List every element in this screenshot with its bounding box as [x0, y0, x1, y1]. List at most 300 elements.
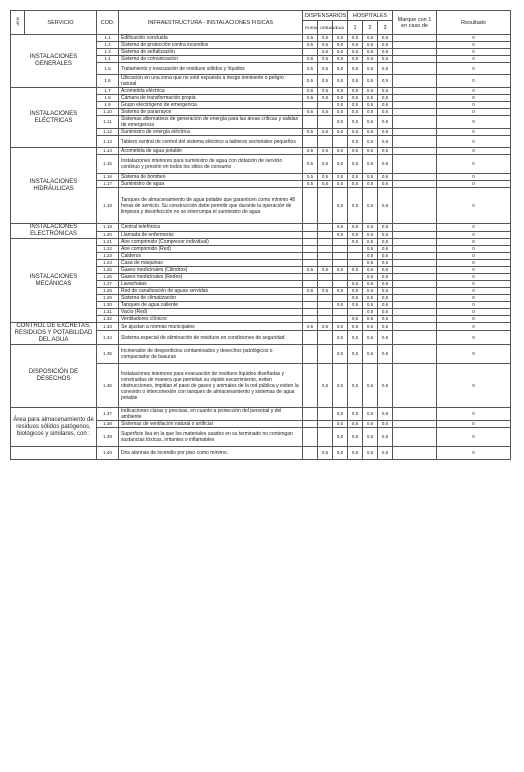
score-cell: 0,5: [333, 129, 348, 136]
result-cell: 0: [437, 331, 511, 345]
score-cell: 0,5: [303, 129, 318, 136]
row-description: Gases medicinales (Redes): [119, 274, 303, 281]
score-cell: 0,5: [378, 102, 393, 109]
score-cell: 0,5: [363, 109, 378, 116]
score-cell: 0,5: [303, 75, 318, 88]
score-cell: 0,5: [363, 316, 378, 323]
marque-cell[interactable]: [393, 56, 437, 63]
score-cell: [318, 345, 333, 364]
result-cell: 0: [437, 421, 511, 428]
score-cell: 0,5: [378, 88, 393, 95]
row-description: Tablero central de control del sistema eléctrico a tableros sectoriales pequeños: [119, 136, 303, 148]
score-cell: 0,5: [363, 129, 378, 136]
score-cell: 0,5: [333, 88, 348, 95]
score-cell: 0,5: [318, 364, 333, 408]
marque-cell[interactable]: [393, 253, 437, 260]
table-row: [11, 345, 511, 364]
score-cell: 0,5: [348, 35, 363, 42]
score-cell: 0,5: [378, 316, 393, 323]
score-cell: [333, 239, 348, 246]
row-description: Sistema de protección contra incendios: [119, 42, 303, 49]
score-cell: 0,5: [348, 421, 363, 428]
score-cell: 0,5: [318, 75, 333, 88]
score-cell: 0,5: [363, 231, 378, 239]
score-cell: 0,5: [333, 188, 348, 224]
score-cell: [303, 136, 318, 148]
row-code: 1.8: [97, 95, 119, 102]
result-cell: 0: [437, 428, 511, 447]
score-cell: [318, 239, 333, 246]
score-cell: 0,5: [363, 181, 378, 188]
marque-cell[interactable]: [393, 323, 437, 331]
service-group-label: DISPOSICIÓN DE DESECHOS: [11, 345, 97, 408]
sub-3: 3: [378, 21, 393, 35]
row-description: Sistema de pararrayos: [119, 109, 303, 116]
score-cell: [303, 447, 318, 460]
score-cell: 0,5: [318, 35, 333, 42]
marque-cell[interactable]: [393, 174, 437, 181]
marque-cell[interactable]: [393, 364, 437, 408]
score-cell: [303, 309, 318, 316]
result-cell: 0: [437, 267, 511, 274]
marque-cell[interactable]: [393, 42, 437, 49]
score-cell: 0,5: [378, 428, 393, 447]
score-cell: 0,5: [318, 323, 333, 331]
score-cell: [333, 246, 348, 253]
marque-cell[interactable]: [393, 35, 437, 42]
row-code: 1.20: [97, 231, 119, 239]
marque-cell[interactable]: [393, 281, 437, 288]
score-cell: [348, 274, 363, 281]
score-cell: [318, 316, 333, 323]
score-cell: 0,5: [333, 302, 348, 309]
score-cell: 0,5: [348, 188, 363, 224]
score-cell: [303, 408, 318, 421]
score-cell: 0,5: [378, 174, 393, 181]
table-row: [11, 239, 511, 246]
result-cell: 0: [437, 35, 511, 42]
score-cell: [303, 260, 318, 267]
row-description: Tanques de almacenamiento de agua potable que garanticen como mínimo 48 horas de servicio. Su construcción debe permitir que durante la operación de limpieza y desinfección no se interrumpa el suministro de agua: [119, 188, 303, 224]
marque-cell[interactable]: [393, 421, 437, 428]
row-description: Indicaciones claras y precisas, en cuanto a protección del personal y del ambiente: [119, 408, 303, 421]
score-cell: 0,5: [378, 281, 393, 288]
row-code: 1.15: [97, 155, 119, 174]
row-code: 1.4: [97, 56, 119, 63]
row-description: Sistema de bombeo: [119, 174, 303, 181]
marque-cell[interactable]: [393, 274, 437, 281]
row-code: 1.27: [97, 281, 119, 288]
score-cell: 0,5: [318, 49, 333, 56]
result-cell: 0: [437, 116, 511, 129]
score-cell: 0,5: [363, 42, 378, 49]
score-cell: 0,5: [333, 345, 348, 364]
marque-cell[interactable]: [393, 95, 437, 102]
score-cell: 0,5: [363, 345, 378, 364]
result-cell: 0: [437, 281, 511, 288]
score-cell: 0,5: [333, 63, 348, 75]
score-cell: 0,5: [318, 42, 333, 49]
score-cell: [333, 136, 348, 148]
row-code: 1.34: [97, 331, 119, 345]
row-description: Calderos: [119, 253, 303, 260]
score-cell: 0,5: [378, 181, 393, 188]
score-cell: 0,5: [378, 109, 393, 116]
score-cell: 0,5: [348, 408, 363, 421]
service-group-label: INSTALACIONES GENERALES: [11, 35, 97, 88]
score-cell: [303, 253, 318, 260]
score-cell: [333, 260, 348, 267]
score-cell: [303, 421, 318, 428]
score-cell: 0,5: [378, 155, 393, 174]
score-cell: 0,5: [378, 42, 393, 49]
row-code: 1.32: [97, 316, 119, 323]
header-marque: Marque con 1 en caso de: [393, 11, 437, 35]
header-hospitales: HOSPITALES: [348, 11, 393, 21]
score-cell: [333, 295, 348, 302]
score-cell: 0,5: [363, 331, 378, 345]
row-description: Ventiladores clínicos: [119, 316, 303, 323]
score-cell: 0,5: [348, 364, 363, 408]
score-cell: 0,5: [303, 288, 318, 295]
header-cod: COD.: [97, 11, 119, 35]
table-row: [11, 408, 511, 421]
service-group-label: [11, 447, 97, 460]
result-cell: 0: [437, 231, 511, 239]
score-cell: 0,5: [348, 155, 363, 174]
header-infra: INFRAESTRUCTURA - INSTALACIONES FISICAS: [119, 11, 303, 35]
score-cell: [348, 309, 363, 316]
result-cell: 0: [437, 188, 511, 224]
score-cell: [303, 224, 318, 232]
marque-cell[interactable]: [393, 316, 437, 323]
marque-cell[interactable]: [393, 408, 437, 421]
score-cell: 0,5: [363, 102, 378, 109]
score-cell: [318, 260, 333, 267]
marque-cell[interactable]: [393, 49, 437, 56]
score-cell: [303, 364, 318, 408]
score-cell: 0,5: [303, 155, 318, 174]
header-resultado: Resultado: [437, 11, 511, 35]
score-cell: 0,5: [363, 421, 378, 428]
row-code: 1.9: [97, 102, 119, 109]
score-cell: 0,5: [303, 95, 318, 102]
row-description: Superficie lisa en la que los materiales usados en su terminado no contengan sustancias tóxicas, irritantes o inflamables: [119, 428, 303, 447]
header-dispensarios: DISPENSARIOS: [303, 11, 348, 21]
result-cell: 0: [437, 75, 511, 88]
row-description: Se ajustan a normas municipales: [119, 323, 303, 331]
marque-cell[interactable]: [393, 224, 437, 232]
sub-caa: CAA: [333, 21, 348, 35]
score-cell: 0,5: [333, 35, 348, 42]
row-code: 1.13: [97, 136, 119, 148]
result-cell: 0: [437, 408, 511, 421]
score-cell: 0,5: [378, 246, 393, 253]
marque-cell[interactable]: [393, 302, 437, 309]
marque-cell[interactable]: [393, 109, 437, 116]
result-cell: 0: [437, 364, 511, 408]
score-cell: 0,5: [363, 35, 378, 42]
marque-cell[interactable]: [393, 267, 437, 274]
score-cell: 0,5: [318, 63, 333, 75]
row-code: 1.28: [97, 288, 119, 295]
score-cell: [318, 253, 333, 260]
score-cell: [333, 316, 348, 323]
table-row: [11, 224, 511, 232]
score-cell: 0,5: [363, 408, 378, 421]
result-cell: 0: [437, 88, 511, 95]
score-cell: [303, 345, 318, 364]
score-cell: 0,5: [378, 224, 393, 232]
score-cell: 0,5: [333, 174, 348, 181]
logo-text: MSP: [15, 17, 21, 26]
score-cell: 0,5: [348, 136, 363, 148]
score-cell: 0,5: [378, 49, 393, 56]
result-cell: 0: [437, 253, 511, 260]
marque-cell[interactable]: [393, 309, 437, 316]
table-row: [11, 88, 511, 95]
row-description: Tratamiento y evacuación de residuos sólidos y líquidos: [119, 63, 303, 75]
row-code: 1.35: [97, 345, 119, 364]
row-code: 1.5: [97, 63, 119, 75]
row-description: Sistema especial de eliminación de residuos en condiciones de seguridad: [119, 331, 303, 345]
row-description: Casa de máquinas: [119, 260, 303, 267]
score-cell: 0,5: [333, 42, 348, 49]
score-cell: 0,5: [363, 260, 378, 267]
score-cell: 0,5: [378, 309, 393, 316]
score-cell: 0,5: [318, 148, 333, 155]
service-group-label: INSTALACIONES ELECTRÓNICAS: [11, 224, 97, 239]
marque-cell[interactable]: [393, 239, 437, 246]
score-cell: 0,5: [378, 267, 393, 274]
score-cell: 0,5: [333, 148, 348, 155]
score-cell: 0,5: [303, 181, 318, 188]
score-cell: [348, 260, 363, 267]
result-cell: 0: [437, 288, 511, 295]
score-cell: 0,5: [333, 408, 348, 421]
score-cell: 0,5: [363, 295, 378, 302]
row-description: Ubicación en una zona que no esté expuesta a riesgo inminente o peligro natural: [119, 75, 303, 88]
score-cell: 0,5: [378, 260, 393, 267]
row-description: Suministro de energía eléctrica: [119, 129, 303, 136]
score-cell: [333, 253, 348, 260]
marque-cell[interactable]: [393, 63, 437, 75]
score-cell: 0,5: [348, 288, 363, 295]
marque-cell[interactable]: [393, 260, 437, 267]
score-cell: 0,5: [348, 231, 363, 239]
row-description: Central telefónica: [119, 224, 303, 232]
score-cell: 0,5: [333, 109, 348, 116]
service-group-label: INSTALACIONES HIDRÁULICAS: [11, 148, 97, 224]
row-description: Sistema de comunicación: [119, 56, 303, 63]
score-cell: 0,5: [378, 56, 393, 63]
score-cell: 0,5: [318, 267, 333, 274]
result-cell: 0: [437, 302, 511, 309]
sub-2: 2: [363, 21, 378, 35]
result-cell: 0: [437, 136, 511, 148]
score-cell: 0,5: [363, 239, 378, 246]
row-description: Sistema de señalización: [119, 49, 303, 56]
score-cell: [303, 428, 318, 447]
score-cell: 0,5: [378, 447, 393, 460]
marque-cell[interactable]: [393, 447, 437, 460]
marque-cell[interactable]: [393, 136, 437, 148]
row-code: 1.26: [97, 274, 119, 281]
row-code: 1.18: [97, 188, 119, 224]
score-cell: [303, 281, 318, 288]
service-group-label: CONTROL DE EXCRETAS, RESIDUOS Y POTABILIDAD DEL AGUA: [11, 323, 97, 345]
score-cell: 0,5: [378, 129, 393, 136]
sub-1: 1: [348, 21, 363, 35]
score-cell: [318, 408, 333, 421]
score-cell: [318, 188, 333, 224]
score-cell: 0,5: [363, 136, 378, 148]
row-code: 1.25: [97, 267, 119, 274]
score-cell: 0,5: [348, 239, 363, 246]
marque-cell[interactable]: [393, 288, 437, 295]
row-description: Grupo electrógeno de emergencia: [119, 102, 303, 109]
score-cell: 0,5: [318, 129, 333, 136]
score-cell: [348, 246, 363, 253]
marque-cell[interactable]: [393, 155, 437, 174]
score-cell: [318, 136, 333, 148]
row-code: 1.37: [97, 408, 119, 421]
score-cell: [318, 281, 333, 288]
score-cell: 0,5: [333, 181, 348, 188]
score-cell: 0,5: [303, 267, 318, 274]
score-cell: [303, 295, 318, 302]
score-cell: 0,5: [348, 63, 363, 75]
score-cell: 0,5: [348, 316, 363, 323]
score-cell: [318, 421, 333, 428]
marque-cell[interactable]: [393, 231, 437, 239]
result-cell: 0: [437, 239, 511, 246]
score-cell: 0,5: [363, 188, 378, 224]
score-cell: 0,5: [378, 188, 393, 224]
marque-cell[interactable]: [393, 88, 437, 95]
marque-cell[interactable]: [393, 129, 437, 136]
row-code: 1.12: [97, 129, 119, 136]
row-code: 1.30: [97, 302, 119, 309]
row-description: Instalaciones interiores para evacuación de residuos líquidos diseñadas y construidas de manera que permitan su rápido escurrimiento, eviten obstrucciones, impidan el paso de gases y animales de la red pública y eviten la conexión o interconexión con tanques de almacenamiento y sistemas de agua potable: [119, 364, 303, 408]
result-cell: 0: [437, 174, 511, 181]
row-description: Gases medicinales (Cilindros): [119, 267, 303, 274]
score-cell: 0,5: [303, 35, 318, 42]
score-cell: 0,5: [378, 148, 393, 155]
score-cell: [303, 49, 318, 56]
score-cell: 0,5: [303, 109, 318, 116]
score-cell: 0,5: [303, 88, 318, 95]
row-code: 1.23: [97, 253, 119, 260]
marque-cell[interactable]: [393, 188, 437, 224]
score-cell: [303, 331, 318, 345]
score-cell: 0,5: [363, 246, 378, 253]
score-cell: 0,5: [363, 302, 378, 309]
score-cell: 0,5: [348, 56, 363, 63]
row-description: Incinerador de desperdicios contaminados y desechos patológicos o compactador de basuras: [119, 345, 303, 364]
score-cell: 0,5: [348, 281, 363, 288]
infrastructure-table: [10, 10, 511, 460]
score-cell: 0,5: [303, 174, 318, 181]
table-row: [11, 447, 511, 460]
score-cell: 0,5: [348, 49, 363, 56]
result-cell: 0: [437, 345, 511, 364]
row-code: 1.33: [97, 323, 119, 331]
row-description: Aire comprimido (Compresor individual): [119, 239, 303, 246]
marque-cell[interactable]: [393, 116, 437, 129]
score-cell: 0,5: [348, 331, 363, 345]
marque-cell[interactable]: [393, 428, 437, 447]
score-cell: 0,5: [318, 88, 333, 95]
score-cell: [303, 188, 318, 224]
marque-cell[interactable]: [393, 246, 437, 253]
row-code: 1.40: [97, 447, 119, 460]
score-cell: [303, 116, 318, 129]
marque-cell[interactable]: [393, 295, 437, 302]
score-cell: 0,5: [363, 274, 378, 281]
score-cell: 0,5: [363, 309, 378, 316]
score-cell: 0,5: [363, 267, 378, 274]
score-cell: 0,5: [348, 88, 363, 95]
marque-cell[interactable]: [393, 102, 437, 109]
score-cell: [318, 309, 333, 316]
service-group-label: Área para almacenamiento de residuos sólidos patógenos, biológicos y similares, con :: [11, 408, 97, 447]
score-cell: [318, 102, 333, 109]
row-description: Acometida eléctrica: [119, 88, 303, 95]
score-cell: 0,5: [363, 288, 378, 295]
marque-cell[interactable]: [393, 148, 437, 155]
result-cell: 0: [437, 309, 511, 316]
score-cell: [348, 253, 363, 260]
marque-cell[interactable]: [393, 181, 437, 188]
score-cell: 0,5: [333, 155, 348, 174]
score-cell: 0,5: [318, 181, 333, 188]
score-cell: 0,5: [363, 447, 378, 460]
row-description: Llamada de enfermeras: [119, 231, 303, 239]
result-cell: 0: [437, 95, 511, 102]
row-description: Instalaciones interiores para suministro de agua con dotación de servicio continuo y presión en todos los sitios de consumo: [119, 155, 303, 174]
score-cell: 0,5: [378, 295, 393, 302]
result-cell: 0: [437, 316, 511, 323]
result-cell: 0: [437, 155, 511, 174]
score-cell: 0,5: [348, 102, 363, 109]
score-cell: 0,5: [348, 224, 363, 232]
row-description: Sistemas alternativos de generación de energía para las áreas críticas y salidas de emergencia: [119, 116, 303, 129]
score-cell: 0,5: [363, 88, 378, 95]
score-cell: [303, 231, 318, 239]
row-code: 1.19: [97, 224, 119, 232]
service-group-label: INSTALACIONES MECÁNICAS: [11, 239, 97, 323]
score-cell: 0,5: [363, 323, 378, 331]
score-cell: 0,5: [378, 75, 393, 88]
score-cell: 0,5: [348, 428, 363, 447]
result-cell: 0: [437, 102, 511, 109]
marque-cell[interactable]: [393, 345, 437, 364]
score-cell: 0,5: [378, 116, 393, 129]
row-code: 1.10: [97, 109, 119, 116]
row-description: Edificación concluida: [119, 35, 303, 42]
score-cell: 0,5: [378, 302, 393, 309]
checklist-sheet: [10, 10, 510, 460]
score-cell: 0,5: [378, 288, 393, 295]
sub-rural: RURAL: [303, 21, 318, 35]
marque-cell[interactable]: [393, 75, 437, 88]
marque-cell[interactable]: [393, 331, 437, 345]
score-cell: 0,5: [363, 364, 378, 408]
score-cell: 0,5: [348, 181, 363, 188]
score-cell: 0,5: [318, 95, 333, 102]
score-cell: 0,5: [348, 323, 363, 331]
